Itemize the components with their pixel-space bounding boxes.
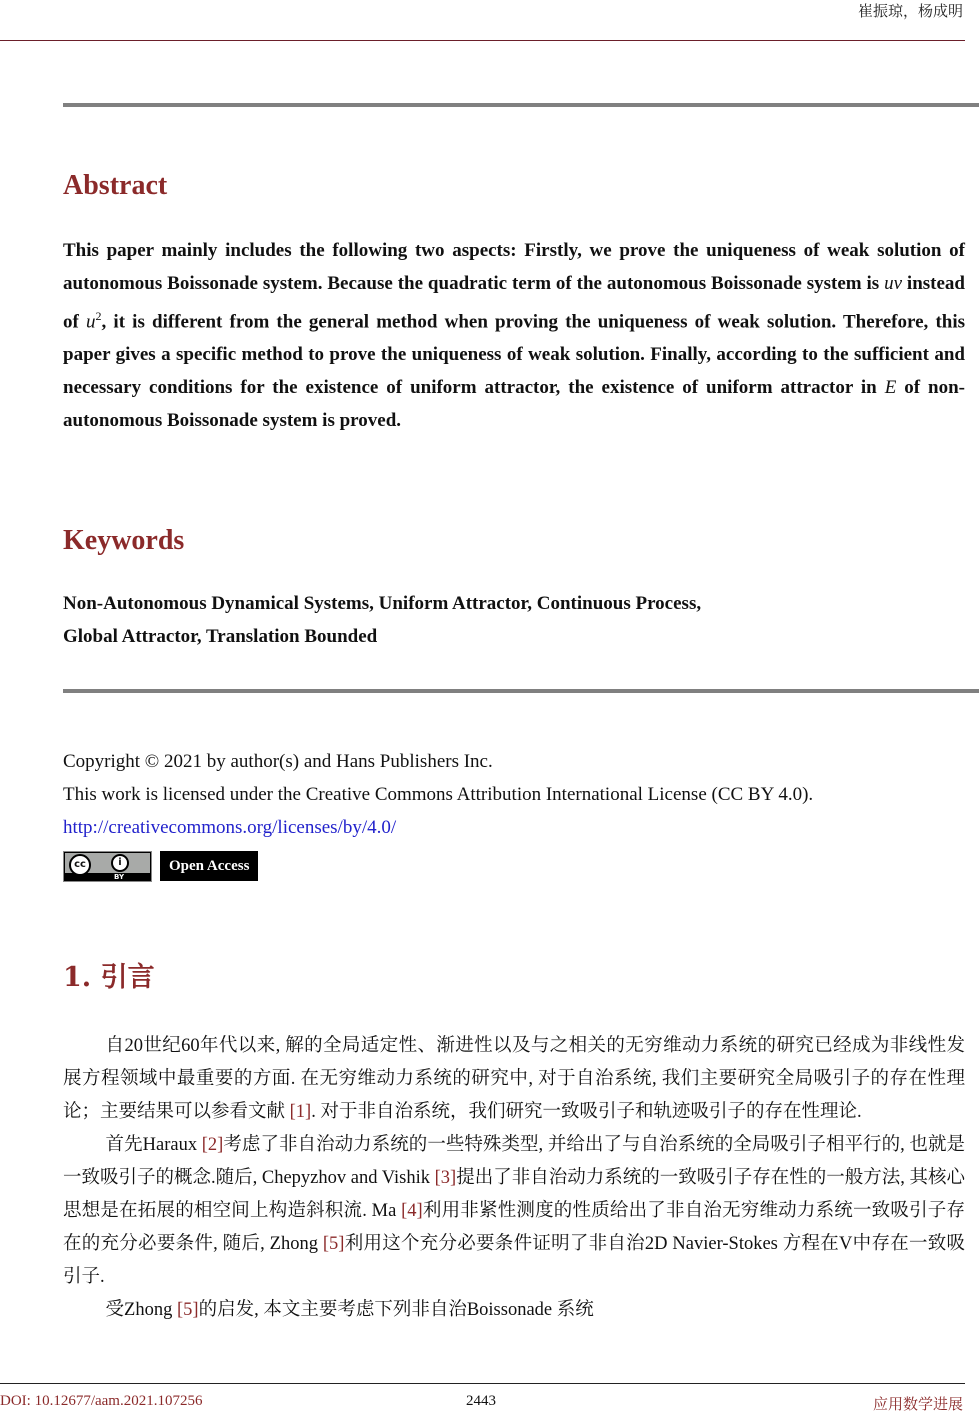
citation-link[interactable]: [3] — [434, 1168, 457, 1188]
copyright-line: Copyright © 2021 by author(s) and Hans Publishers Inc. — [63, 751, 493, 772]
open-access-badge: Open Access — [160, 851, 258, 881]
header-rule — [0, 40, 965, 41]
citation-link[interactable]: [1] — [289, 1102, 312, 1122]
footer-journal: 应用数学进展 — [872, 1397, 963, 1413]
paragraph: 自20世纪60年代以来, 解的全局适定性、渐进性以及与之相关的无穷维动力系统的研究已经成为非线性发展方程领域中最重要的方面. 在无穷维动力系统的研究中, 对于自治系统, 我们主要研究全局吸引子的存在性理论；主要结果可以参看文献 [1]. 对于非自治系统，我们研究一致吸引子和轨迹吸引子的存在性理论. — [63, 1036, 965, 1122]
paragraph: 受Zhong [5]的启发, 本文主要考虑下列非自治Boissonade 系统 — [105, 1300, 594, 1320]
citation-link[interactable]: [5] — [176, 1300, 199, 1320]
license-link[interactable]: http://creativecommons.org/licenses/by/4.0/ — [63, 817, 397, 838]
keywords-line: Non-Autonomous Dynamical Systems, Uniform Attractor, Continuous Process, — [63, 593, 702, 614]
license-line: This work is licensed under the Creative Commons Attribution International License (CC BY 4.0). — [63, 784, 814, 805]
citation-link[interactable]: [5] — [322, 1234, 345, 1254]
divider-top — [63, 103, 979, 107]
section-heading: 1. 引言 — [63, 962, 155, 993]
abstract-text: This paper mainly includes the following two aspects: Firstly, we prove the uniqueness of weak solution of autonomous Boissonade system. Because the quadratic term of the autonomous Boissonade system is uv instead of $u^2$, it is different from the general method when proving the uniqueness of weak solution. Therefore, this paper gives a specific method to prove the uniqueness of weak solution. Finally, according to the sufficient and necessary conditions for the existence of uniform attractor, the existence of uniform attractor in E of non-autonomous Boissonade system is proved. — [63, 240, 966, 431]
abstract-heading: Abstract — [63, 170, 168, 201]
running-header-authors: 崔振琼，杨成明 — [857, 2, 963, 20]
citation-link[interactable]: [4] — [401, 1201, 423, 1221]
copyright-block — [63, 745, 973, 844]
cc-icon: cc — [69, 854, 91, 876]
attribution-person-icon: i — [111, 854, 129, 872]
page-number: 2443 — [466, 1393, 496, 1409]
keywords-line: Global Attractor, Translation Bounded — [63, 625, 378, 647]
introduction-body — [63, 1030, 965, 1327]
citation-link[interactable]: [2] — [201, 1135, 224, 1155]
by-label: BY — [114, 873, 125, 881]
paragraph: 首先Haraux [2]考虑了非自治动力系统的一些特殊类型, 并给出了与自治系统的全局吸引子相平行的, 也就是一致吸引子的概念.随后, Chepyzhov and Vishik [3]提出了非自治动力系统的一致吸引子存在性的一般方法, 其核心思想是在拓展的相空间上构造斜积流. Ma [4]利用非紧性测度的性质给出了非自治无穷维动力系统一致吸引子存在的充分必要条件, 随后, Zhong [5]利用这个充分必要条件证明了非自治2D Navier-Stokes 方程在V中存在一致吸引子. — [63, 1135, 965, 1287]
keywords-text — [63, 588, 965, 653]
cc-by-badge[interactable] — [63, 851, 152, 882]
footer-doi[interactable]: DOI: 10.12677/aam.2021.107256 — [0, 1393, 203, 1409]
keywords-heading: Keywords — [63, 525, 185, 556]
divider-bottom — [63, 689, 979, 693]
footer-rule — [0, 1383, 965, 1384]
